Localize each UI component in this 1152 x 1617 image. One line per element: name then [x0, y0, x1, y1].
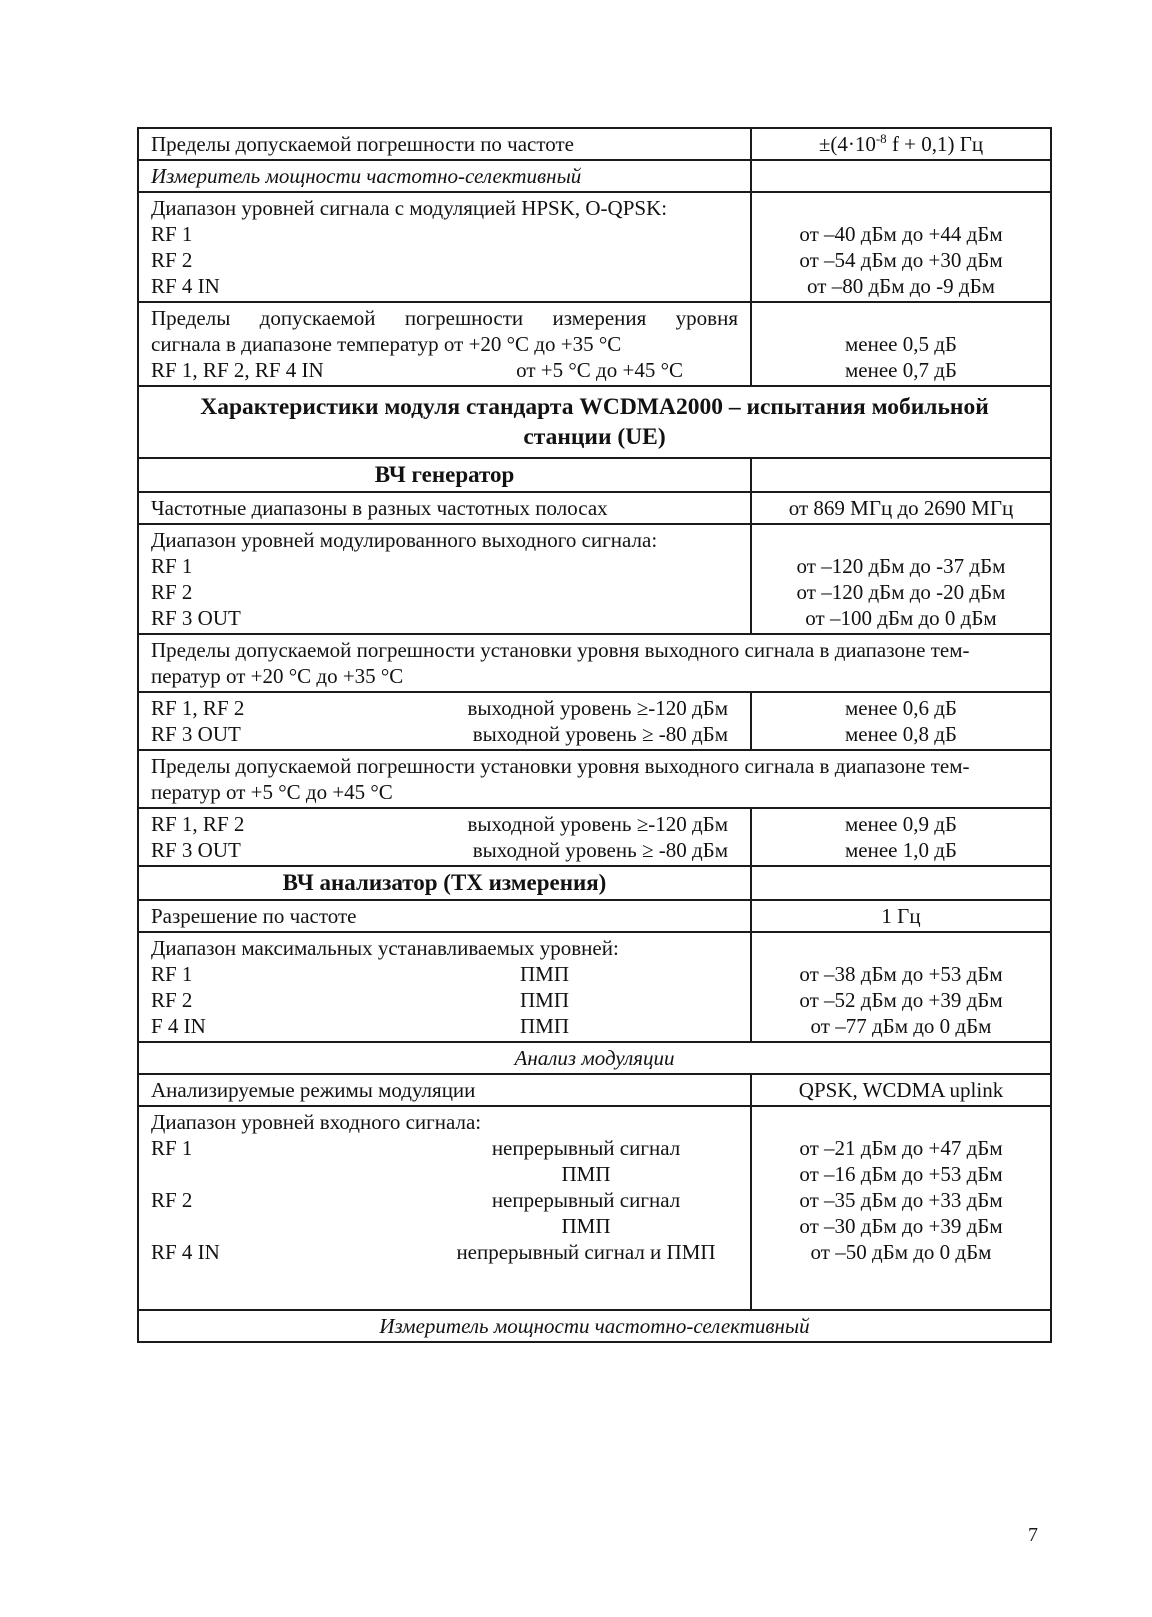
- rf-label: RF 4 IN: [151, 1240, 220, 1264]
- formula-exponent: -8: [875, 131, 887, 146]
- limit-value: менее 0,9 дБ: [845, 812, 957, 836]
- spec-text-line: Пределы допускаемой погрешности установки уровня выходного сигнала в диапазоне тем-: [151, 638, 970, 662]
- value-cell: [752, 303, 1050, 385]
- rf-label: [151, 1213, 311, 1239]
- spec-cell-full: [139, 751, 1050, 807]
- blank-line: [760, 461, 1042, 487]
- rf-condition-line: [151, 721, 738, 747]
- blank-line: [760, 869, 1042, 895]
- rf-label: RF 3 OUT: [151, 606, 241, 630]
- limit-value: менее 1,0 дБ: [845, 838, 957, 862]
- range-value: от –35 дБм до +33 дБм: [799, 1188, 1003, 1212]
- value-cell: [752, 525, 1050, 633]
- rf-label: RF 3 OUT: [151, 838, 241, 862]
- table-row: [139, 301, 1050, 385]
- subsection-label: Измеритель мощности частотно-селективный: [151, 164, 582, 188]
- rf-condition-line: [151, 695, 738, 721]
- rf-condition-line: [151, 961, 738, 987]
- subsection-title: ВЧ анализатор (ТХ измерения): [282, 870, 607, 895]
- range-value: от –120 дБм до -37 дБм: [796, 554, 1006, 578]
- spec-cell-full: [139, 1043, 1050, 1073]
- condition-text: от +5 °С до +45 °С: [516, 358, 683, 382]
- subsection-title: ВЧ генератор: [374, 462, 515, 487]
- table-row: [139, 159, 1050, 191]
- table-row: [139, 1309, 1050, 1341]
- rf-label: RF 2: [151, 580, 193, 604]
- table-row: [139, 129, 1050, 159]
- range-value: от –38 дБм до +53 дБм: [799, 962, 1003, 986]
- range-value: от –50 дБм до 0 дБм: [810, 1240, 992, 1264]
- table-row: [139, 385, 1050, 457]
- spec-cell: [139, 193, 752, 301]
- table-row: [139, 523, 1050, 633]
- spec-cell: [139, 809, 752, 865]
- table-row: [139, 457, 1050, 491]
- rf-label: RF 1, RF 2: [151, 696, 245, 720]
- condition-text: непрерывный сигнал: [491, 1136, 681, 1160]
- rf-condition-line: [151, 1213, 738, 1239]
- modulation-modes-value: QPSK, WCDMA uplink: [798, 1078, 1004, 1102]
- blank-line: [760, 163, 1042, 189]
- range-value: от –100 дБм до 0 дБм: [805, 606, 997, 630]
- rf-condition-line: [151, 837, 738, 863]
- table-row: [139, 191, 1050, 301]
- spec-label: Пределы допускаемой погрешности по частоте: [151, 132, 575, 156]
- rf-label: [151, 1161, 311, 1187]
- rf-condition-line: [151, 1161, 738, 1187]
- rf-label: RF 1: [151, 962, 193, 986]
- condition-text: ПМП: [561, 1162, 611, 1186]
- rf-label: RF 1, RF 2, RF 4 IN: [151, 358, 324, 382]
- range-value: от –16 дБм до +53 дБм: [799, 1162, 1003, 1186]
- table-row: [139, 491, 1050, 523]
- spec-cell: [139, 901, 752, 931]
- spec-label: Частотные диапазоны в разных частотных полосах: [151, 496, 608, 520]
- blank-line: [760, 527, 1042, 553]
- spec-text-line: ператур от +5 °С до +45 °С: [151, 780, 393, 804]
- spec-table: [137, 127, 1052, 1343]
- page-number: 7: [1028, 1524, 1038, 1546]
- condition-text: ПМП: [519, 962, 569, 986]
- condition-text: выходной уровень ≥-120 дБм: [467, 696, 728, 720]
- spec-cell: [139, 1107, 752, 1309]
- subsection-label: Измеритель мощности частотно-селективный: [379, 1314, 810, 1338]
- rf-label: RF 4 IN: [151, 274, 220, 298]
- spec-cell-full: [139, 1311, 1050, 1341]
- table-row: [139, 931, 1050, 1041]
- limit-value: менее 0,6 дБ: [845, 696, 957, 720]
- formula-part: f + 0,1) Гц: [886, 132, 984, 156]
- spec-header: Диапазон максимальных устанавливаемых уровней:: [151, 936, 619, 960]
- range-value: от –30 дБм до +39 дБм: [799, 1214, 1003, 1238]
- spec-text-line: Пределы допускаемой погрешности измерения уровня: [151, 306, 738, 330]
- limit-value: менее 0,8 дБ: [845, 722, 957, 746]
- rf-label: RF 2: [151, 248, 193, 272]
- rf-label: RF 1: [151, 1136, 193, 1160]
- spec-cell: [139, 693, 752, 749]
- rf-label: RF 1: [151, 554, 193, 578]
- value-cell: [752, 1075, 1050, 1105]
- condition-text: непрерывный сигнал и ПМП: [456, 1240, 716, 1264]
- range-value: от –80 дБм до -9 дБм: [807, 274, 995, 298]
- spec-header: Диапазон уровней сигнала с модуляцией HPSK, O-QPSK:: [151, 196, 668, 220]
- table-row: [139, 899, 1050, 931]
- table-row: [139, 807, 1050, 865]
- formula-part: ±(4·10: [818, 132, 876, 156]
- section-title: Характеристики модуля стандарта WCDMA2000 – испытания мобильной станции (UE): [200, 394, 989, 450]
- value-cell: [752, 1107, 1050, 1309]
- frequency-error-formula: [760, 131, 1042, 157]
- rf-condition-line: [151, 1013, 738, 1039]
- limit-value: менее 0,7 дБ: [845, 358, 957, 382]
- spec-cell: [139, 303, 752, 385]
- value-cell: [752, 901, 1050, 931]
- rf-label: RF 2: [151, 988, 193, 1012]
- value-cell: [752, 129, 1050, 159]
- blank-line: [760, 1109, 1042, 1135]
- rf-condition-line: [151, 1135, 738, 1161]
- limit-value: менее 0,5 дБ: [845, 332, 957, 356]
- condition-text: непрерывный сигнал: [491, 1188, 681, 1212]
- value-cell-empty: [752, 867, 1050, 899]
- spec-cell-full: [139, 635, 1050, 691]
- table-row: [139, 749, 1050, 807]
- range-value: от –52 дБм до +39 дБм: [799, 988, 1003, 1012]
- table-row: [139, 1105, 1050, 1309]
- rf-condition-line: [151, 987, 738, 1013]
- range-value: от –77 дБм до 0 дБм: [810, 1014, 992, 1038]
- spec-label: Анализируемые режимы модуляции: [151, 1078, 476, 1102]
- spec-header: Диапазон уровней входного сигнала:: [151, 1110, 482, 1134]
- table-row: [139, 691, 1050, 749]
- condition-text: ПМП: [519, 1014, 569, 1038]
- range-value: 1 Гц: [881, 904, 921, 928]
- condition-text: выходной уровень ≥ -80 дБм: [472, 838, 728, 862]
- rf-label: RF 3 OUT: [151, 722, 241, 746]
- condition-text: выходной уровень ≥ -80 дБм: [472, 722, 728, 746]
- spec-cell: [139, 459, 752, 491]
- spec-cell: [139, 161, 752, 191]
- range-value: от –40 дБм до +44 дБм: [799, 222, 1003, 246]
- condition-text: ПМП: [519, 988, 569, 1012]
- spec-cell: [139, 493, 752, 523]
- rf-label: RF 1: [151, 222, 193, 246]
- spec-cell: [139, 525, 752, 633]
- condition-text: ПМП: [561, 1214, 611, 1238]
- range-value: от 869 МГц до 2690 МГц: [788, 496, 1014, 520]
- range-value: от –54 дБм до +30 дБм: [799, 248, 1003, 272]
- blank-line: [760, 305, 1042, 331]
- table-row: [139, 1073, 1050, 1105]
- rf-label: RF 1, RF 2: [151, 812, 245, 836]
- spec-cell: [139, 1075, 752, 1105]
- rf-condition-line: [151, 357, 738, 383]
- spec-text-line: сигнала в диапазоне температур от +20 °С до +35 °С: [151, 332, 622, 356]
- rf-label: RF 2: [151, 1188, 193, 1212]
- range-value: от –120 дБм до -20 дБм: [796, 580, 1006, 604]
- spec-text-line: ператур от +20 °С до +35 °С: [151, 664, 404, 688]
- value-cell: [752, 693, 1050, 749]
- rf-label: F 4 IN: [151, 1014, 206, 1038]
- value-cell-empty: [752, 161, 1050, 191]
- value-cell: [752, 493, 1050, 523]
- value-cell: [752, 933, 1050, 1041]
- blank-line: [760, 935, 1042, 961]
- spec-cell: [139, 867, 752, 899]
- rf-condition-line: [151, 811, 738, 837]
- table-row: [139, 865, 1050, 899]
- value-cell-empty: [752, 459, 1050, 491]
- value-cell: [752, 809, 1050, 865]
- spec-text-line: Пределы допускаемой погрешности установки уровня выходного сигнала в диапазоне тем-: [151, 754, 970, 778]
- spec-cell: [139, 129, 752, 159]
- table-row: [139, 633, 1050, 691]
- blank-line: [760, 195, 1042, 221]
- range-value: от –21 дБм до +47 дБм: [799, 1136, 1003, 1160]
- subsection-label: Анализ модуляции: [514, 1046, 675, 1070]
- spec-label: Разрешение по частоте: [151, 904, 357, 928]
- rf-condition-line: [151, 1187, 738, 1213]
- condition-text: выходной уровень ≥-120 дБм: [467, 812, 728, 836]
- value-cell: [752, 193, 1050, 301]
- spec-header: Диапазон уровней модулированного выходного сигнала:: [151, 528, 658, 552]
- rf-condition-line: [151, 1239, 738, 1265]
- spec-cell: [139, 933, 752, 1041]
- table-row: [139, 1041, 1050, 1073]
